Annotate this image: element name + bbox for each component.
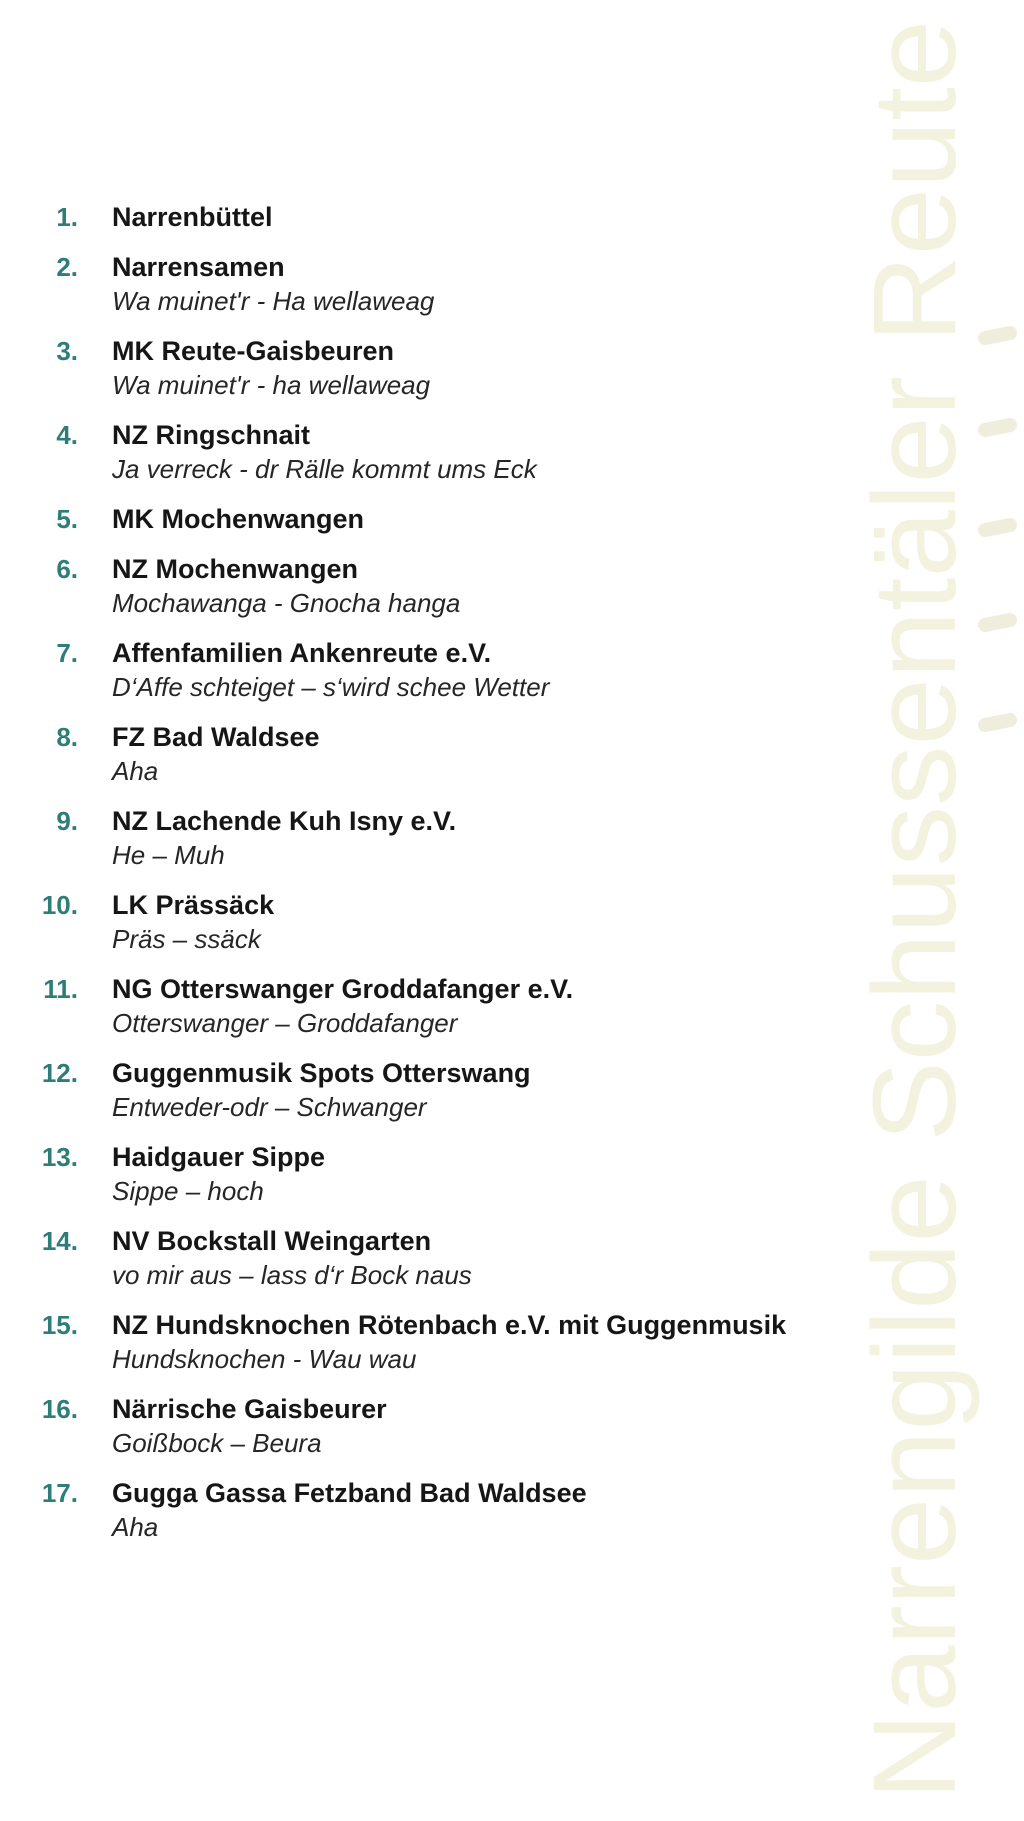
entry-motto: He – Muh <box>112 840 225 870</box>
entry-name: NV Bockstall Weingarten <box>112 1226 432 1256</box>
list-item <box>0 200 860 234</box>
list-item <box>0 1224 860 1292</box>
list-item <box>0 1056 860 1124</box>
entry-name: Guggenmusik Spots Otterswang <box>112 1058 531 1088</box>
decor-stroke <box>985 425 1010 430</box>
entry-name: Närrische Gaisbeurer <box>112 1394 387 1424</box>
entry-number: 15. <box>41 1310 78 1340</box>
list-item <box>0 1476 860 1544</box>
entry-name: Haidgauer Sippe <box>112 1142 326 1172</box>
list-item <box>0 1392 860 1460</box>
entry-number: 2. <box>56 252 78 282</box>
entry-number: 10. <box>41 890 78 920</box>
entry-name: MK Mochenwangen <box>112 504 365 534</box>
entry-number: 9. <box>56 806 78 836</box>
entry-number: 13. <box>41 1142 78 1172</box>
list-item <box>0 888 860 956</box>
entry-name: NG Otterswanger Groddafanger e.V. <box>112 974 574 1004</box>
watermark-decoration <box>985 333 1010 725</box>
list-item <box>0 418 860 486</box>
entry-name: MK Reute-Gaisbeuren <box>112 336 395 366</box>
entry-name: NZ Ringschnait <box>112 420 311 450</box>
list-item <box>0 552 860 620</box>
entry-motto: vo mir aus – lass d‘r Bock naus <box>112 1260 472 1290</box>
entry-number: 17. <box>41 1478 78 1508</box>
entry-motto: Sippe – hoch <box>112 1176 264 1206</box>
entry-number: 5. <box>56 504 78 534</box>
entry-motto: Otterswanger – Groddafanger <box>112 1008 458 1038</box>
entry-number: 6. <box>56 554 78 584</box>
list-item <box>0 636 860 704</box>
entry-motto: Mochawanga - Gnocha hanga <box>112 588 461 618</box>
entry-name: Narrensamen <box>112 252 285 282</box>
entry-name: Gugga Gassa Fetzband Bad Waldsee <box>112 1478 587 1508</box>
entry-motto: Wa muinet'r - Ha wellaweag <box>112 286 435 316</box>
entry-name: NZ Mochenwangen <box>112 554 359 584</box>
entry-motto: Ja verreck - dr Rälle kommt ums Eck <box>112 454 537 484</box>
list-item <box>0 334 860 402</box>
list-item <box>0 972 860 1040</box>
entry-name: Narrenbüttel <box>112 202 273 232</box>
list-item <box>0 250 860 318</box>
entry-number: 7. <box>56 638 78 668</box>
entry-motto: Aha <box>112 1512 159 1542</box>
decor-stroke <box>985 333 1010 338</box>
decor-stroke <box>985 525 1010 530</box>
entry-motto: Präs – ssäck <box>112 924 261 954</box>
entry-number: 16. <box>41 1394 78 1424</box>
entry-motto: Aha <box>112 756 159 786</box>
entry-motto: Entweder-odr – Schwanger <box>112 1092 427 1122</box>
watermark-text: Narrengilde Schussentäler Reute <box>849 61 981 1800</box>
list-item <box>0 804 860 872</box>
list-item <box>0 1308 860 1376</box>
entry-motto: Wa muinet'r - ha wellaweag <box>112 370 431 400</box>
entry-name: LK Prässäck <box>112 890 275 920</box>
entry-number: 12. <box>41 1058 78 1088</box>
entry-number: 14. <box>41 1226 78 1256</box>
entry-number: 11. <box>43 974 78 1004</box>
decor-stroke <box>985 720 1010 725</box>
entry-motto: Goißbock – Beura <box>112 1428 322 1458</box>
entry-number: 4. <box>56 420 78 450</box>
list-item <box>0 502 860 536</box>
decor-stroke <box>985 620 1010 625</box>
entry-number: 8. <box>56 722 78 752</box>
entry-name: FZ Bad Waldsee <box>112 722 320 752</box>
entry-motto: Hundsknochen - Wau wau <box>112 1344 417 1374</box>
entry-number: 1. <box>56 202 78 232</box>
entry-name: Affenfamilien Ankenreute e.V. <box>112 638 492 668</box>
participant-list <box>0 200 860 1560</box>
entry-number: 3. <box>56 336 78 366</box>
list-item <box>0 720 860 788</box>
list-item <box>0 1140 860 1208</box>
entry-name: NZ Hundsknochen Rötenbach e.V. mit Guggenmusik <box>112 1310 787 1340</box>
entry-name: NZ Lachende Kuh Isny e.V. <box>112 806 457 836</box>
entry-motto: D‘Affe schteiget – s‘wird schee Wetter <box>112 672 550 702</box>
